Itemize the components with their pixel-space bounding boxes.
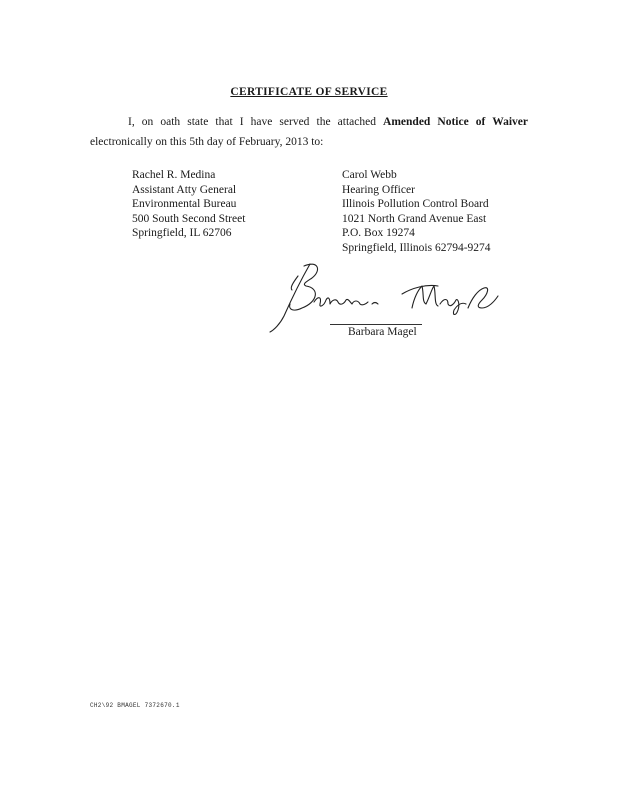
served-document-name: Amended Notice of Waiver xyxy=(383,116,528,128)
recipient-address-left xyxy=(132,168,245,241)
signer-name: Barbara Magel xyxy=(348,326,417,338)
recipient-city: Springfield, IL 62706 xyxy=(132,227,232,239)
recipient-name: Rachel R. Medina xyxy=(132,169,216,181)
recipient-name: Carol Webb xyxy=(342,169,397,181)
statement-text-part2: electronically on this 5th day of February, 2013 to: xyxy=(90,136,324,148)
recipient-department: Environmental Bureau xyxy=(132,198,237,210)
recipient-title: Assistant Atty General xyxy=(132,183,237,196)
recipient-po-box: P.O. Box 19274 xyxy=(342,227,415,239)
recipient-title: Hearing Officer xyxy=(342,183,415,196)
recipient-street: 1021 North Grand Avenue East xyxy=(342,212,487,225)
signature-line xyxy=(330,324,422,325)
service-statement xyxy=(90,112,528,152)
document-footer-code: CH2\92 BMAGEL 7372670.1 xyxy=(90,702,180,709)
document-title: CERTIFICATE OF SERVICE xyxy=(230,86,388,98)
statement-text-part1: I, on oath state that I have served the attached xyxy=(128,116,384,128)
recipient-organization: Illinois Pollution Control Board xyxy=(342,198,489,210)
recipient-street: 500 South Second Street xyxy=(132,212,246,225)
recipient-city: Springfield, Illinois 62794-9274 xyxy=(342,241,491,254)
recipient-address-right xyxy=(342,168,491,255)
